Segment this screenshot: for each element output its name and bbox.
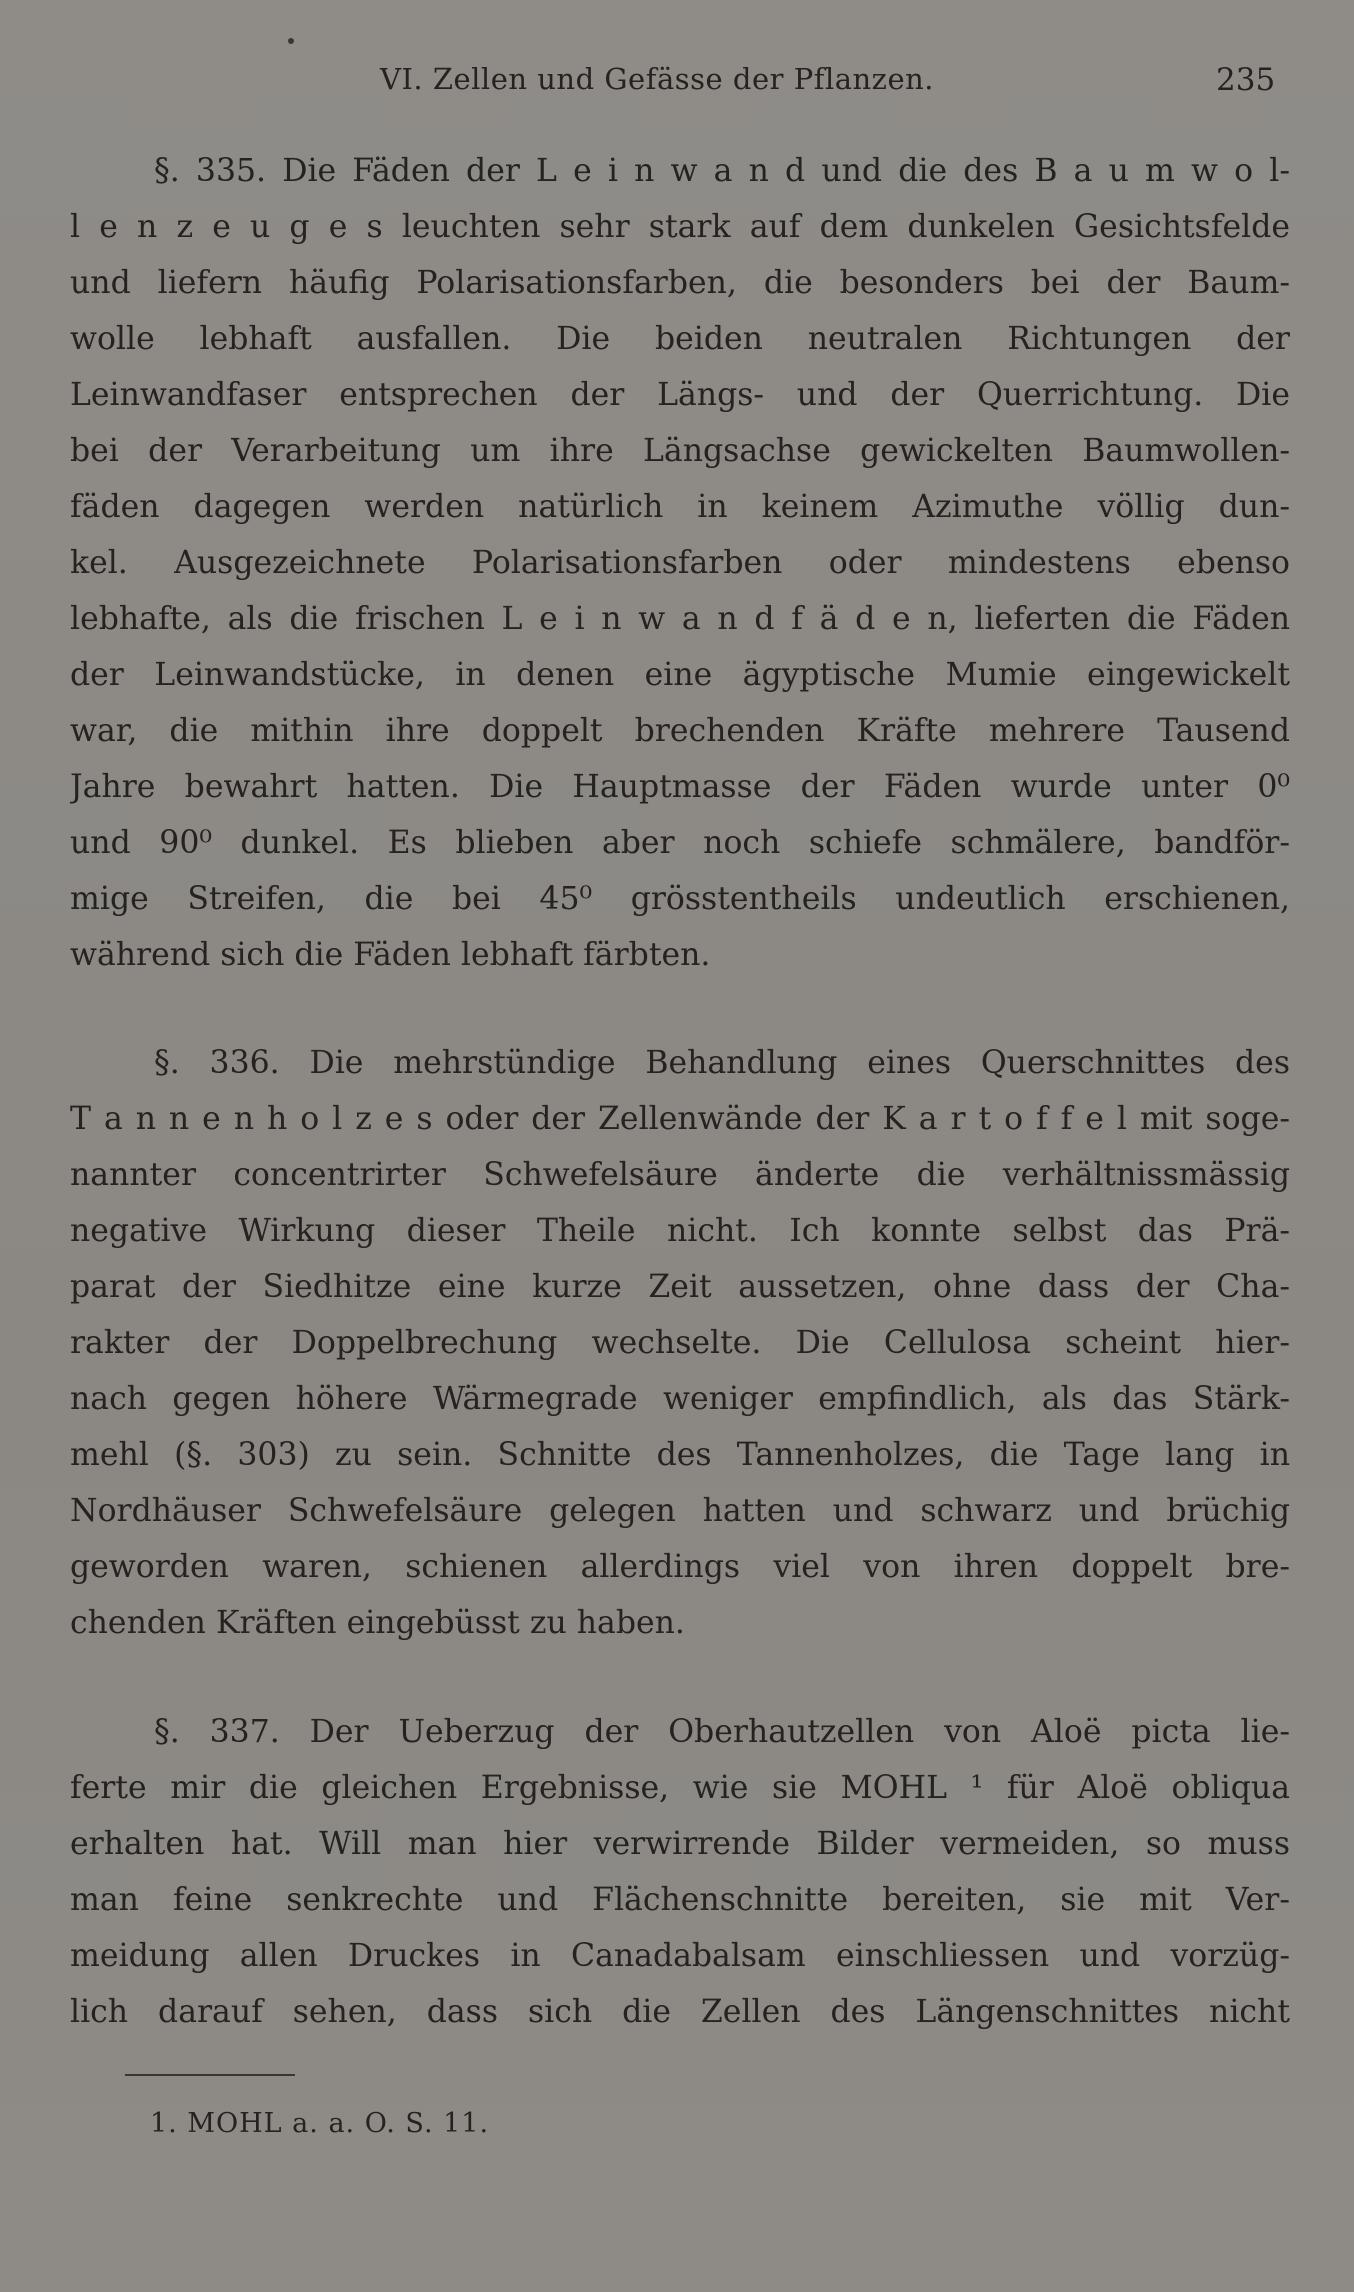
text-line: während sich die Fäden lebhaft färbten. (70, 937, 711, 973)
text-line: meidung allen Druckes in Canadabalsam einschliessen und vorzüg- (70, 1938, 1290, 1974)
text-line: man feine senkrechte und Flächenschnitte bereiten, sie mit Ver- (70, 1882, 1290, 1918)
paragraph-335 (70, 143, 1290, 983)
text-line: mehl (§. 303) zu sein. Schnitte des Tannenholzes, die Tage lang in (70, 1437, 1290, 1473)
text-line: war, die mithin ihre doppelt brechenden Kräfte mehrere Tausend (70, 713, 1290, 749)
text-line: und 90⁰ dunkel. Es blieben aber noch schiefe schmälere, bandför- (70, 825, 1290, 861)
text-line: l e n z e u g e s leuchten sehr stark auf dem dunkelen Gesichtsfelde (70, 209, 1290, 245)
text-line: der Leinwandstücke, in denen eine ägyptische Mumie eingewickelt (70, 657, 1290, 693)
footnote: 1. MOHL a. a. O. S. 11. (150, 2108, 490, 2139)
paragraph-336 (70, 1035, 1290, 1651)
text-line: lich darauf sehen, dass sich die Zellen des Längenschnittes nicht (70, 1994, 1290, 2030)
text-line: rakter der Doppelbrechung wechselte. Die Cellulosa scheint hier- (70, 1325, 1290, 1361)
text-line: T a n n e n h o l z e s oder der Zellenwände der K a r t o f f e l mit soge- (70, 1101, 1290, 1137)
text-line: nannter concentrirter Schwefelsäure änderte die verhältnissmässig (70, 1157, 1290, 1193)
text-line: chenden Kräften eingebüsst zu haben. (70, 1605, 685, 1641)
running-head: VI. Zellen und Gefässe der Pflanzen. (380, 62, 935, 96)
text-line: Nordhäuser Schwefelsäure gelegen hatten und schwarz und brüchig (70, 1493, 1290, 1529)
text-line: Jahre bewahrt hatten. Die Hauptmasse der Fäden wurde unter 0⁰ (70, 769, 1290, 805)
paragraph-337 (70, 1704, 1290, 2040)
footnote-divider (125, 2074, 295, 2076)
text-line: erhalten hat. Will man hier verwirrende Bilder vermeiden, so muss (70, 1826, 1290, 1862)
text-line: parat der Siedhitze eine kurze Zeit aussetzen, ohne dass der Cha- (70, 1269, 1290, 1305)
text-line: §. 336. Die mehrstündige Behandlung eines Querschnittes des (154, 1045, 1290, 1081)
text-line: bei der Verarbeitung um ihre Längsachse gewickelten Baumwollen- (70, 433, 1290, 469)
text-line: negative Wirkung dieser Theile nicht. Ich konnte selbst das Prä- (70, 1213, 1290, 1249)
text-line: §. 337. Der Ueberzug der Oberhautzellen von Aloë picta lie- (154, 1714, 1290, 1750)
text-line: lebhafte, als die frischen L e i n w a n d f ä d e n, lieferten die Fäden (70, 601, 1290, 637)
page-number: 235 (1216, 62, 1276, 98)
text-line: und liefern häufig Polarisationsfarben, die besonders bei der Baum- (70, 265, 1290, 301)
text-line: Leinwandfaser entsprechen der Längs- und der Querrichtung. Die (70, 377, 1290, 413)
text-line: geworden waren, schienen allerdings viel von ihren doppelt bre- (70, 1549, 1290, 1585)
text-line: nach gegen höhere Wärmegrade weniger empfindlich, als das Stärk- (70, 1381, 1290, 1417)
printing-speck (288, 38, 294, 44)
text-line: mige Streifen, die bei 45⁰ grösstentheils undeutlich erschienen, (70, 881, 1290, 917)
text-line: §. 335. Die Fäden der L e i n w a n d und die des B a u m w o l- (154, 153, 1290, 189)
text-line: ferte mir die gleichen Ergebnisse, wie sie MOHL ¹ für Aloë obliqua (70, 1770, 1290, 1806)
text-line: wolle lebhaft ausfallen. Die beiden neutralen Richtungen der (70, 321, 1290, 357)
text-line: kel. Ausgezeichnete Polarisationsfarben oder mindestens ebenso (70, 545, 1290, 581)
text-line: fäden dagegen werden natürlich in keinem Azimuthe völlig dun- (70, 489, 1290, 525)
